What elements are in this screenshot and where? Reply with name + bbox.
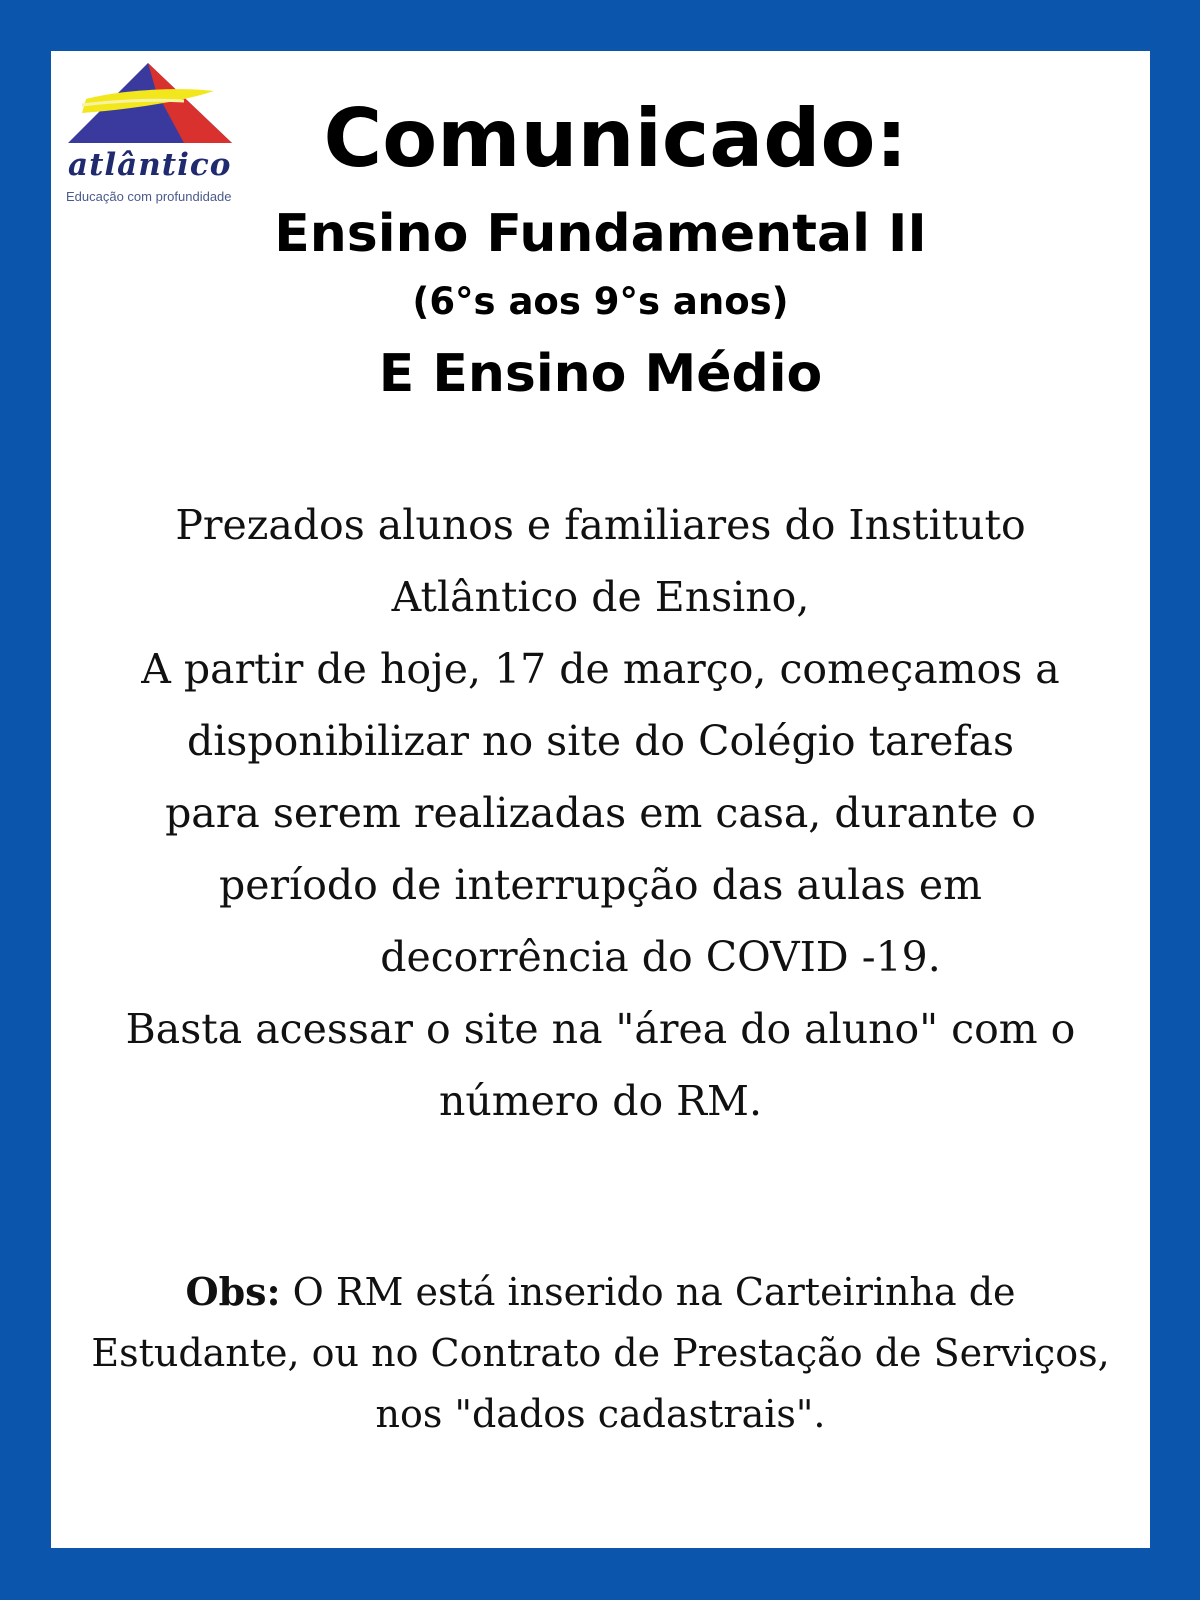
message-line: Atlântico de Ensino,: [391, 573, 810, 621]
grades-range: (6°s aos 9°s anos): [412, 280, 789, 323]
message-line: disponibilizar no site do Colégio tarefas: [186, 717, 1015, 765]
page-subtitle: Ensino Fundamental II: [274, 204, 927, 264]
note-line: [91, 1261, 1110, 1323]
message-line: número do RM.: [438, 1077, 763, 1125]
page-subtitle-secondary: E Ensino Médio: [378, 344, 823, 404]
message-line: para serem realizadas em casa, durante o: [165, 789, 1036, 837]
message-line: decorrência do COVID -19.: [380, 933, 941, 981]
page-title: Comunicado:: [323, 92, 908, 185]
message-line: Prezados alunos e familiares do Instituto: [175, 501, 1026, 549]
notice-card: [51, 51, 1150, 1548]
note-label: Obs:: [185, 1269, 281, 1314]
message-body: [91, 489, 1110, 1137]
note-line: nos "dados cadastrais".: [375, 1392, 826, 1436]
logo-tagline: Educação com profundidade: [66, 189, 232, 204]
logo-wordmark: atlântico: [68, 147, 232, 183]
message-line: período de interrupção das aulas em: [218, 861, 983, 909]
note-text: O RM está inserido na Carteirinha de: [292, 1270, 1016, 1314]
note-section: [91, 1261, 1110, 1445]
message-line: Basta acessar o site na "área do aluno" com o: [125, 1005, 1076, 1053]
note-line: Estudante, ou no Contrato de Prestação de Serviços,: [91, 1331, 1110, 1375]
message-line: A partir de hoje, 17 de março, começamos a: [141, 645, 1060, 693]
